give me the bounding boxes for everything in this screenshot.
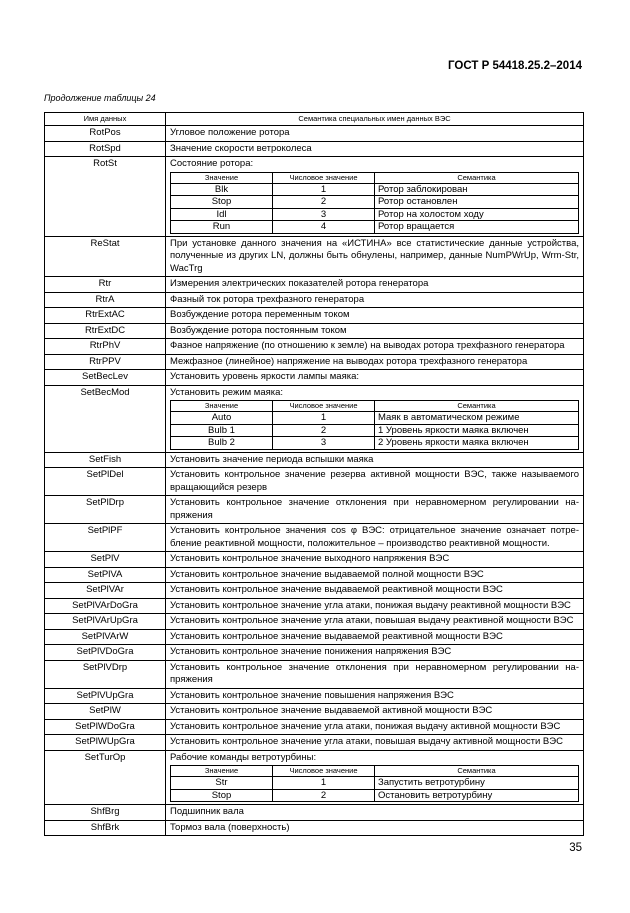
sub-semantics: Ротор на холостом ходу <box>375 208 579 221</box>
semantics-cell: Установить контрольное значения cos φ ВЭС: отрицательное значение означает потре-бление реактивной мощности, положительное – производство реактивной мощности. <box>166 524 584 552</box>
subtable-row <box>171 183 579 196</box>
data-name-cell: SetPlW <box>45 704 166 720</box>
table-row <box>45 820 584 836</box>
sub-semantics: Остановить ветротурбину <box>375 789 579 802</box>
subtable-header-row <box>171 172 579 183</box>
sub-semantics: Запустить ветротурбину <box>375 777 579 790</box>
data-name-cell: SetPlVArUpGra <box>45 614 166 630</box>
sub-semantics: Ротор вращается <box>375 221 579 234</box>
semantics-cell: Установить уровень яркости лампы маяка: <box>166 370 584 386</box>
semantics-cell: Тормоз вала (поверхность) <box>166 820 584 836</box>
semantics-cell: Межфазное (линейное) напряжение на выводах ротора трехфазного генератора <box>166 354 584 370</box>
semantics-cell: Установить контрольное значение выходного напряжения ВЭС <box>166 552 584 568</box>
sub-numeric: 2 <box>273 196 375 209</box>
sub-value: Run <box>171 221 273 234</box>
table-row <box>45 468 584 496</box>
sub-header-value: Значение <box>171 172 273 183</box>
table-row <box>45 157 584 237</box>
semantics-text: Состояние ротора: <box>170 158 254 169</box>
semantics-cell: Установить контрольное значение резерва активной мощности ВЭС, также называемого вращающийся резерв <box>166 468 584 496</box>
table-row <box>45 339 584 355</box>
sub-header-value: Значение <box>171 401 273 412</box>
subtable-row <box>171 789 579 802</box>
sub-semantics: Ротор заблокирован <box>375 183 579 196</box>
sub-semantics: Ротор остановлен <box>375 196 579 209</box>
sub-value: Bulb 1 <box>171 424 273 437</box>
values-subtable <box>170 172 579 234</box>
data-name-cell: SetBecLev <box>45 370 166 386</box>
semantics-cell: Возбуждение ротора переменным током <box>166 308 584 324</box>
sub-header-semantics: Семантика <box>375 172 579 183</box>
data-name-cell: SetFish <box>45 452 166 468</box>
data-name-cell: SetPlWDoGra <box>45 719 166 735</box>
table-row <box>45 552 584 568</box>
table-row <box>45 292 584 308</box>
data-name-cell: SetPlVUpGra <box>45 688 166 704</box>
sub-numeric: 3 <box>273 208 375 221</box>
data-name-cell: SetPlVArDoGra <box>45 598 166 614</box>
sub-value: Auto <box>171 412 273 425</box>
sub-numeric: 2 <box>273 424 375 437</box>
column-header-semantics: Семантика специальных имен данных ВЭС <box>166 113 584 126</box>
sub-value: Stop <box>171 789 273 802</box>
subtable-row <box>171 221 579 234</box>
data-name-cell: ShfBrk <box>45 820 166 836</box>
data-name-cell: RtrPhV <box>45 339 166 355</box>
table-row <box>45 704 584 720</box>
sub-value: Blk <box>171 183 273 196</box>
subtable-row <box>171 196 579 209</box>
data-name-cell: SetPlWUpGra <box>45 735 166 751</box>
table-row <box>45 750 584 805</box>
table-row <box>45 308 584 324</box>
semantics-cell: Установить контрольное значение выдаваемой полной мощности ВЭС <box>166 567 584 583</box>
subtable-row <box>171 412 579 425</box>
semantics-text: Установить режим маяка: <box>170 386 284 398</box>
table-row <box>45 719 584 735</box>
subtable-row <box>171 424 579 437</box>
data-name-cell: RotSpd <box>45 141 166 157</box>
table-row <box>45 277 584 293</box>
sub-semantics: Маяк в автоматическом режиме <box>375 412 579 425</box>
table-row <box>45 370 584 386</box>
sub-numeric: 2 <box>273 789 375 802</box>
sub-numeric: 1 <box>273 777 375 790</box>
sub-header-numeric: Числовое значение <box>273 401 375 412</box>
semantics-cell: Установить контрольное значение угла атаки, повышая выдачу активной мощности ВЭС <box>166 735 584 751</box>
data-name-cell: SetTurOp <box>45 750 166 805</box>
sub-numeric: 1 <box>273 412 375 425</box>
data-name-cell: SetPlVDrp <box>45 660 166 688</box>
table-row <box>45 805 584 821</box>
table-row <box>45 126 584 142</box>
table-row <box>45 524 584 552</box>
semantics-cell: Установить контрольное значение выдаваемой активной мощности ВЭС <box>166 704 584 720</box>
semantics-cell: Установить контрольное значение угла атаки, понижая выдачу активной мощности ВЭС <box>166 719 584 735</box>
subtable-header-row <box>171 401 579 412</box>
table-row <box>45 660 584 688</box>
semantics-cell: Измерения электрических показателей ротора генератора <box>166 277 584 293</box>
semantics-cell: Установить контрольное значение угла атаки, понижая выдачу реактивной мощности ВЭС <box>166 598 584 614</box>
table-row <box>45 688 584 704</box>
semantics-cell: Установить контрольное значение понижения напряжения ВЭС <box>166 645 584 661</box>
data-name-cell: Rtr <box>45 277 166 293</box>
table-row <box>45 645 584 661</box>
semantics-cell <box>166 385 584 452</box>
data-name-cell: RtrPPV <box>45 354 166 370</box>
table-row <box>45 614 584 630</box>
values-subtable <box>170 400 579 450</box>
table-row <box>45 323 584 339</box>
sub-numeric: 1 <box>273 183 375 196</box>
table-row <box>45 735 584 751</box>
data-name-cell: SetPlDrp <box>45 496 166 524</box>
sub-header-numeric: Числовое значение <box>273 172 375 183</box>
sub-value: Bulb 2 <box>171 437 273 450</box>
semantics-cell: При установке данного значения на «ИСТИНА» все статистические данные устройства, полученные из других LN, должны быть обнулены, например, данные NumPWrUp, Wrm-Str, WacTrg <box>166 236 584 277</box>
subtable-header-row <box>171 766 579 777</box>
values-subtable <box>170 765 579 802</box>
data-name-cell: RtrExtAC <box>45 308 166 324</box>
semantics-cell: Установить контрольное значение выдаваемой реактивной мощности ВЭС <box>166 583 584 599</box>
data-name-cell: SetPlVDoGra <box>45 645 166 661</box>
semantics-cell: Фазный ток ротора трехфазного генератора <box>166 292 584 308</box>
sub-header-numeric: Числовое значение <box>273 766 375 777</box>
sub-value: Str <box>171 777 273 790</box>
subtable-row <box>171 208 579 221</box>
semantics-cell <box>166 157 584 237</box>
semantics-cell: Возбуждение ротора постоянным током <box>166 323 584 339</box>
table-row <box>45 583 584 599</box>
semantics-cell: Установить контрольное значение отклонения при неравномерном регулировании на-пряжения <box>166 660 584 688</box>
data-names-table <box>44 112 584 836</box>
semantics-cell: Установить контрольное значение повышения напряжения ВЭС <box>166 688 584 704</box>
semantics-cell: Подшипник вала <box>166 805 584 821</box>
column-header-name: Имя данных <box>45 113 166 126</box>
table-row <box>45 236 584 277</box>
sub-value: Idl <box>171 208 273 221</box>
document-header: ГОСТ Р 54418.25.2–2014 <box>448 60 582 72</box>
sub-numeric: 3 <box>273 437 375 450</box>
data-name-cell: RotSt <box>45 157 166 237</box>
data-name-cell: SetPlDel <box>45 468 166 496</box>
semantics-cell: Значение скорости ветроколеса <box>166 141 584 157</box>
sub-header-semantics: Семантика <box>375 401 579 412</box>
table-caption: Продолжение таблицы 24 <box>44 93 156 103</box>
page-number: 35 <box>569 842 582 854</box>
data-name-cell: RtrA <box>45 292 166 308</box>
data-name-cell: SetPlVAr <box>45 583 166 599</box>
semantics-cell: Установить контрольное значение угла атаки, повышая выдачу реактивной мощности ВЭС <box>166 614 584 630</box>
data-name-cell: SetPlVArW <box>45 629 166 645</box>
table-header-row <box>45 113 584 126</box>
table-row <box>45 354 584 370</box>
data-name-cell: SetPlV <box>45 552 166 568</box>
table-row <box>45 385 584 452</box>
semantics-cell <box>166 750 584 805</box>
table-row <box>45 629 584 645</box>
sub-header-value: Значение <box>171 766 273 777</box>
sub-semantics: 2 Уровень яркости маяка включен <box>375 437 579 450</box>
table-row <box>45 598 584 614</box>
data-name-cell: SetPlVA <box>45 567 166 583</box>
semantics-cell: Установить контрольное значение отклонения при неравномерном регулировании на-пряжения <box>166 496 584 524</box>
table-row <box>45 567 584 583</box>
table-row <box>45 496 584 524</box>
data-name-cell: ShfBrg <box>45 805 166 821</box>
data-name-cell: RtrExtDC <box>45 323 166 339</box>
subtable-row <box>171 777 579 790</box>
table-row <box>45 141 584 157</box>
semantics-text: Рабочие команды ветротурбины: <box>170 751 317 763</box>
data-name-cell: RotPos <box>45 126 166 142</box>
semantics-cell: Установить контрольное значение выдаваемой реактивной мощности ВЭС <box>166 629 584 645</box>
data-name-cell: ReStat <box>45 236 166 277</box>
sub-value: Stop <box>171 196 273 209</box>
sub-header-semantics: Семантика <box>375 766 579 777</box>
semantics-cell: Фазное напряжение (по отношению к земле) на выводах ротора трехфазного генератора <box>166 339 584 355</box>
sub-semantics: 1 Уровень яркости маяка включен <box>375 424 579 437</box>
table-row <box>45 452 584 468</box>
semantics-cell: Установить значение периода вспышки маяка <box>166 452 584 468</box>
data-name-cell: SetBecMod <box>45 385 166 452</box>
sub-numeric: 4 <box>273 221 375 234</box>
subtable-row <box>171 437 579 450</box>
semantics-cell: Угловое положение ротора <box>166 126 584 142</box>
data-name-cell: SetPlPF <box>45 524 166 552</box>
